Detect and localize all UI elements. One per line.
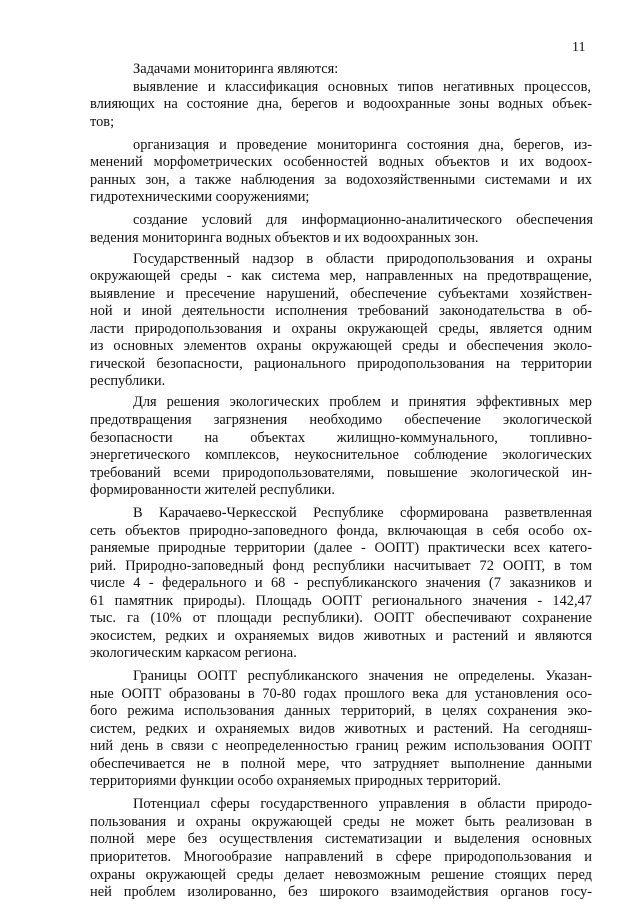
- text-line: числе 4 - федерального и 68 - республиканского значения (7 заказников и: [90, 575, 592, 592]
- text-line: ведения мониторинга водных объектов и их водоохранных зон.: [90, 229, 479, 246]
- text-line: обеспечивается не в полной мере, что затрудняет выполнение данными: [90, 755, 592, 772]
- text-line: Для решения экологических проблем и принятия эффективных мер: [133, 394, 592, 411]
- text-line: тов;: [90, 113, 115, 130]
- text-line: ласти природопользования и охраны окружающей среды, является одним: [90, 320, 592, 337]
- text-line: сеть объектов природно-заповедного фонда, включающая в себя особо ох-: [90, 522, 592, 539]
- text-line: выявление и пресечение нарушений, обеспечение субъектами хозяйствен-: [90, 285, 592, 302]
- text-line: экосистем, редких и охраняемых видов животных и растений и являются: [90, 627, 592, 644]
- text-line: выявление и классификация основных типов негативных процессов,: [133, 78, 591, 95]
- text-line: требований всеми природопользователями, повышение экологической ин-: [90, 464, 592, 481]
- text-line: организация и проведение мониторинга состояния дна, берегов, из-: [133, 136, 592, 153]
- text-line: энергетического комплексов, неукоснительное соблюдение экологических: [90, 447, 592, 464]
- text-line: гической безопасности, рационального природопользования на территории: [90, 355, 592, 372]
- text-line: ные ООПТ образованы в 70-80 годах прошлого века для установления осо-: [90, 685, 592, 702]
- text-line: ранных зон, а также наблюдения за водохозяйственными системами и их: [90, 171, 592, 188]
- text-line: гидротехническими сооружениями;: [90, 189, 310, 206]
- text-line: влияющих на состояние дна, берегов и водоохранные зоны водных объек-: [90, 96, 592, 113]
- text-line: предотвращения загрязнения необходимо обеспечение экологической: [90, 412, 592, 428]
- text-line: Государственный надзор в области природопользования и охраны: [133, 250, 592, 267]
- text-line: раняемые природные территории (далее - ООПТ) практически всех катего-: [90, 540, 592, 557]
- text-line: приоритетов. Многообразие направлений в сфере природопользования и: [90, 848, 592, 865]
- text-line: республики.: [90, 373, 166, 390]
- text-line: В Карачаево-Черкесской Республике сформирована разветвленная: [133, 505, 592, 521]
- text-line: 61 памятник природы). Площадь ООПТ регионального значения - 142,47: [90, 592, 592, 609]
- text-line: охраны окружающей среды делает невозможным решение стоящих перед: [90, 866, 592, 883]
- text-line: пользования и охраны окружающей среды не может быть реализован в: [90, 813, 592, 830]
- text-line: ний день в связи с неопределенностью границ режим использования ООПТ: [90, 738, 592, 755]
- text-line: окружающей среды - как система мер, направленных на предотвращение,: [90, 268, 592, 285]
- text-line: рий. Природно-заповедный фонд республики насчитывает 72 ООПТ, в том: [90, 557, 592, 574]
- text-line: создание условий для информационно-аналитического обеспечения: [133, 211, 593, 228]
- text-line: территориями функции особо охраняемых природных территорий.: [90, 773, 501, 790]
- text-line: полной мере без осуществления систематизации и выделения основных: [90, 831, 592, 848]
- text-line: Задачами мониторинга являются:: [133, 61, 339, 77]
- text-line: тыс. га (10% от площади республики). ООПТ обеспечивают сохранение: [90, 610, 592, 627]
- text-line: экологическим каркасом региона.: [90, 645, 297, 662]
- text-line: систем, редких и охраняемых видов животных и растений. На сегодняш-: [90, 720, 592, 737]
- text-line: Потенциал сферы государственного управления в области природо-: [133, 796, 592, 813]
- text-line: из основных элементов охраны окружающей среды и обеспечения эколо-: [90, 338, 592, 355]
- text-line: формированности жителей республики.: [90, 482, 335, 499]
- text-line: ной и иной деятельности исполнения требований законодательства в об-: [90, 303, 592, 320]
- text-line: менений морфометрических особенностей водных объектов и их водоох-: [90, 154, 592, 170]
- text-line: бого режима использования данных территорий, в целях сохранения эко-: [90, 703, 592, 720]
- text-line: безопасности на объектах жилищно-коммунального, топливно-: [90, 429, 592, 446]
- page-number: 11: [572, 40, 586, 55]
- text-line: ней проблем изолированно, без широкого взаимодействия органов госу-: [90, 884, 592, 900]
- text-line: Границы ООПТ республиканского значения не определены. Указан-: [133, 668, 592, 685]
